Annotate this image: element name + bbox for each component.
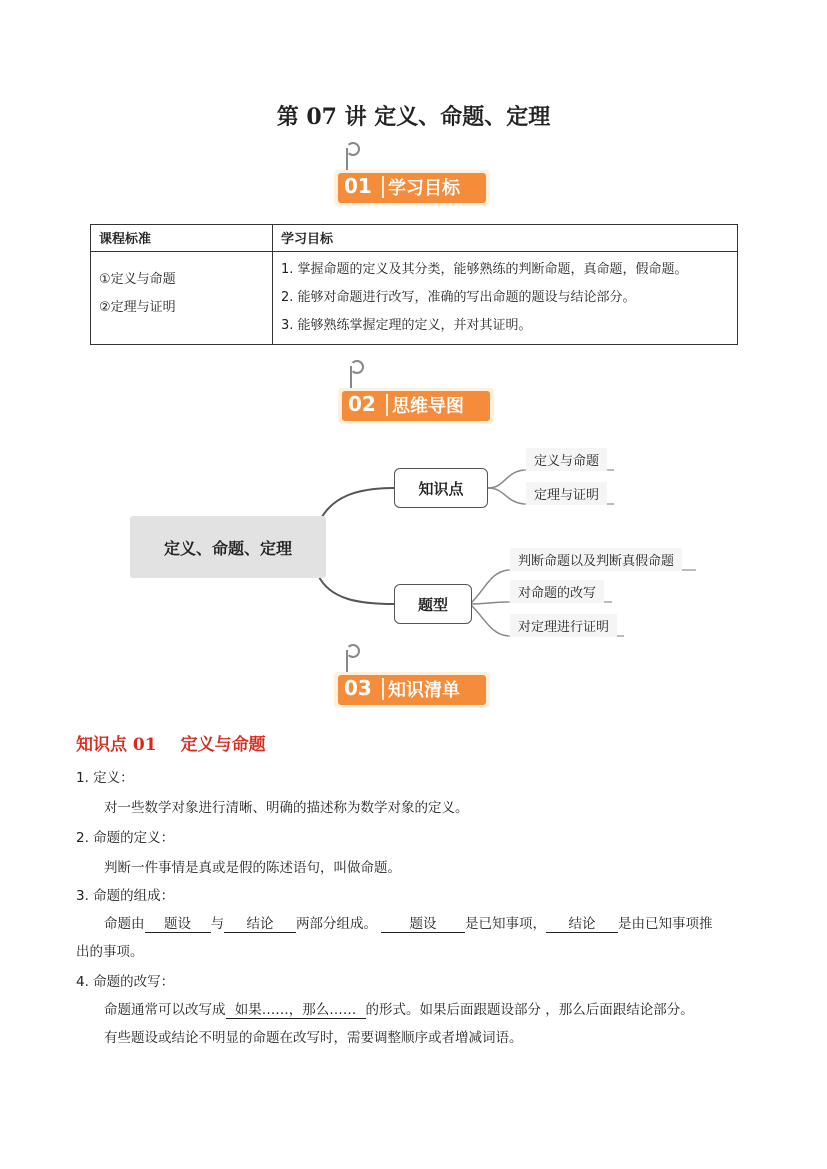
text-segment: 命题通常可以改写成 — [104, 1002, 226, 1018]
knowledge-heading-title: 定义与命题 — [180, 735, 266, 755]
mindmap-branch-knowledge — [394, 468, 488, 508]
goal-item: 2. 能够对命题进行改写，准确的写出命题的题设与结论部分。 — [281, 290, 636, 305]
item-title: 3. 命题的组成： — [76, 888, 175, 904]
section-number: 01 — [344, 174, 372, 198]
mindmap-leaf: 判断命题以及判断真假命题 — [510, 548, 682, 571]
text-segment: 与 — [210, 916, 224, 932]
mindmap-leaf: 定义与命题 — [526, 448, 607, 471]
mindmap-branch-types — [394, 584, 472, 624]
item-body: 判断一件事情是真或是假的陈述语句，叫做命题。 — [104, 860, 401, 876]
item-body: 有些题设或结论不明显的命题在改写时，需要调整顺序或者增减词语。 — [104, 1030, 523, 1046]
section-label: 学习目标 — [388, 178, 460, 199]
text-segment: 是由已知事项推 — [618, 916, 713, 932]
knowledge-heading — [76, 730, 290, 755]
standard-item: ①定义与命题 — [99, 272, 176, 287]
blank-answer: 如果……，那么…… — [226, 998, 366, 1019]
item-title: 4. 命题的改写： — [76, 974, 175, 990]
item-body: 对一些数学对象进行清晰、明确的描述称为数学对象的定义。 — [104, 800, 469, 816]
badge-curl-decoration — [346, 644, 360, 658]
text-segment: 的形式。如果后面跟题设部分 ，那么后面跟结论部分。 — [365, 1002, 694, 1018]
mindmap-root-label: 定义、命题、定理 — [163, 538, 292, 558]
blank-answer: 结论 — [546, 912, 618, 933]
mindmap-leaf: 对定理进行证明 — [510, 614, 617, 637]
standard-item: ②定理与证明 — [99, 300, 176, 315]
text-segment: 是已知事项， — [465, 916, 546, 932]
section-label: 知识清单 — [388, 680, 460, 701]
goal-item: 1. 掌握命题的定义及其分类，能够熟练的判断命题，真命题，假命题。 — [281, 262, 688, 277]
text-segment: 命题由 — [104, 916, 145, 932]
mindmap-root — [130, 516, 326, 578]
section-label: 思维导图 — [392, 396, 464, 417]
blank-answer: 题设 — [145, 912, 211, 933]
blank-answer: 结论 — [224, 912, 296, 933]
knowledge-heading-number: 知识点 01 — [76, 735, 157, 755]
text-segment: 两部分组成。 — [296, 916, 377, 932]
page-title: 第 07 讲 定义、命题、定理 — [276, 104, 551, 130]
table-header-standard: 课程标准 — [91, 225, 273, 252]
badge-stem-decoration — [346, 650, 348, 672]
mindmap-branch-label: 知识点 — [418, 479, 464, 498]
mindmap-leaf: 对命题的改写 — [510, 580, 604, 603]
mindmap-branch-label: 题型 — [417, 595, 448, 614]
item-body — [104, 998, 694, 1019]
item-title: 1. 定义： — [76, 770, 134, 786]
item-title: 2. 命题的定义： — [76, 830, 175, 846]
mindmap-leaf: 定理与证明 — [526, 482, 607, 505]
table-header-goal: 学习目标 — [273, 225, 738, 252]
goal-item: 3. 能够熟练掌握定理的定义，并对其证明。 — [281, 318, 532, 333]
item-body-continued: 出的事项。 — [76, 944, 144, 960]
section-number: 02 — [348, 392, 376, 416]
section-number: 03 — [344, 676, 372, 700]
section-badge-knowledge — [334, 660, 494, 702]
blank-answer: 题设 — [381, 912, 465, 933]
item-body — [104, 912, 713, 933]
